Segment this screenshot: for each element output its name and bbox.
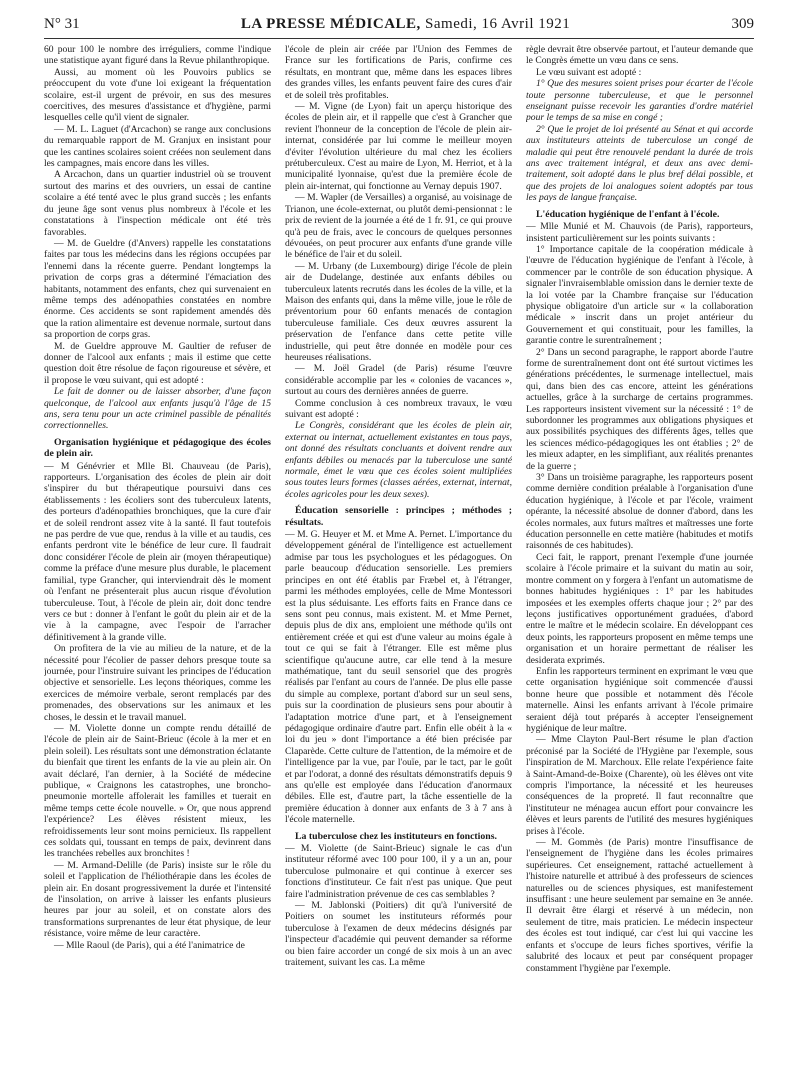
paragraph: 2° Dans un second paragraphe, le rapport aborde l'autre forme de surentraînement dont ont été surtout victimes les générations précédentes, le surmenage intellectuel, mais qui, dans bien des cas encore, atteint les générations actuelles, grâce à la surcharge de certains programmes. Les rapporteurs insistent vivement sur la nécessité : 1° de subordonner les programmes aux obligations physiques et aux possibilités psychiques des différents âges, telles que les sciences médico-pédagogiques les ont établies ; 2° de les mieux adapter, en les simplifiant, aux réalités prenantes de la guerre ; — [526, 346, 753, 472]
paragraph: — M. Vigne (de Lyon) fait un aperçu historique des écoles de plein air, et il rappelle que c'est à Grancher que revient l'honneur de la conception de l'école de plein air-internat, considérée par lui comme le meilleur moyen d'éviter l'évolution ultérieure du mal chez les écoliers prétuberculeux. C'est au maire de Lyon, M. Herriot, et à la municipalité lyonnaise, qu'est due la première école de plein air-internat, qui fonctionne au Vernay depuis 1907. — [285, 101, 512, 192]
paragraph: Comme conclusion à ces nombreux travaux, le vœu suivant est adopté : — [285, 397, 512, 420]
section-heading: Éducation sensorielle : principes ; méthodes ; résultats. — [285, 505, 512, 528]
paragraph: 3° Dans un troisième paragraphe, les rapporteurs posent comme dernière condition préalable à l'organisation d'une éducation hygiénique, à l'école et par l'école, vraiment opérante, la nécessité absolue de donner d'abord, dans les écoles normales, aux futurs maîtres et maîtresses une forte éducation personnelle en cette matière (habitudes et motifs raisonnés de ces habitudes). — [526, 472, 753, 552]
issue-date: Samedi, 16 Avril 1921 — [425, 16, 571, 32]
paragraph: A Arcachon, dans un quartier industriel où se trouvent surtout des marins et des ouvriers, un essai de cantine scolaire a été tenté avec le plus grand succès ; les enfants du jeune âge sont venus plus nombreux à l'école et les constatations à l'inspection médicale ont été très favorables. — [44, 169, 271, 238]
article-columns — [44, 44, 754, 1069]
paragraph: Ceci fait, le rapport, prenant l'exemple d'une journée scolaire à l'école primaire et la suivant du matin au soir, montre comment on y forgera à l'enfant un automatisme de bonnes habitudes hygiéniques : 1° par les habitudes imposées et les exemples offerts chaque jour ; 2° par des leçons justificatives opportunément graduées, d'abord entre le maître et le médecin scolaire. En développant ces deux points, les rapporteurs proposent en même temps une organisation et un horaire permettant de réaliser les desiderata exprimés. — [526, 551, 753, 666]
header-rule — [44, 38, 754, 39]
paragraph: — Mlle Munié et M. Chauvois (de Paris), rapporteurs, insistent particulièrement sur les points suivants : — [526, 221, 753, 244]
paragraph: — M. Wapler (de Versailles) a organisé, au voisinage de Trianon, une école-externat, ou plutôt demi-pensionnat : le prix de revient de la journée a été de 1 fr. 91, ce qui prouve qu'à peu de frais, avec le concours de quelques personnes dévouées, on peut procurer aux enfants d'une grande ville le bénéfice de l'air et du soleil. — [285, 192, 512, 261]
column-1 — [44, 44, 271, 1069]
paragraph: 60 pour 100 le nombre des irréguliers, comme l'indique une statistique ayant figuré dans la Revue philanthropique. — [44, 44, 271, 67]
paragraph: On profitera de la vie au milieu de la nature, et de la nécessité pour l'écolier de passer dehors presque toute sa journée, pour l'instruire suivant les principes de l'éducation objective et sensorielle. Les leçons théoriques, comme les exercices de mémoire verbale, seront remplacés par des promenades, des observations sur les animaux et les choses, le dessin et le travail manuel. — [44, 643, 271, 723]
paragraph: — Mlle Raoul (de Paris), qui a été l'animatrice de — [54, 939, 245, 951]
resolution-text: 1° Que des mesures soient prises pour écarter de l'école toute personne tuberculeuse, et que le personnel enseignant puisse recevoir les garanties d'ordre matériel pour le temps de sa mise en congé ; — [526, 78, 753, 124]
paragraph: — Mme Clayton Paul-Bert résume le plan d'action préconisé par la Société de l'Hygiène par l'exemple, sous l'inspiration de M. Marchoux. Elle relate l'expérience faite à Saint-Amand-de-Boixe (Charente), où les élèves ont vite compris l'importance, la nécessité et les heureuses conséquences de la propreté. Il faut reconnaître que l'instituteur ne ménagea aucun effort pour convaincre les élèves et leurs parents de l'utilité des mesures hygiéniques prises à l'école. — [526, 734, 753, 837]
page-header — [44, 16, 754, 36]
paragraph: — M. Gommès (de Paris) montre l'insuffisance de l'enseignement de l'hygiène dans les écoles primaires supérieures. Cet enseignement, rattaché actuellement à l'histoire naturelle et attribué à des professeurs de sciences naturelles ou de sciences physiques, est manifestement insuffisant : une heure seulement par semaine en 3e année. Il devrait être élargi et réservé à un médecin, non seulement de titre, mais praticien. Le médecin inspecteur des écoles est tout indiqué, car c'est lui qui vaccine les enfants et s'occupe de leurs fiches sportives, vérifie la salubrité des locaux et peut par conséquent propager constamment l'hygiène par l'exemple. — [526, 837, 753, 974]
column-3 — [526, 44, 753, 1069]
issue-number: N° 31 — [44, 16, 80, 32]
paragraph: — M. Violette (de Saint-Brieuc) signale le cas d'un instituteur réformé avec 100 pour 100, il y a un an, pour tuberculose pulmonaire et qui continue à exercer ses fonctions d'instituteur. Ce fait n'est pas unique. Que peut faire l'administration prévenue de ces cas semblables ? — [285, 843, 512, 900]
paragraph: — M. L. Laguet (d'Arcachon) se range aux conclusions du remarquable rapport de M. Granjux en insistant pour que les cantines scolaires soient créées non seulement dans les campagnes, mais encore dans les villes. — [44, 123, 271, 170]
paragraph: — M. G. Heuyer et M. et Mme A. Pernet. L'importance du développement général de l'intelligence est actuellement admise par tous les psychologues et les pédagogues. On parle beaucoup d'éducation sensorielle. Les premiers principes en ont été établis par Fræbel et, à l'étranger, parmi les méthodes employées, celle de Mme Montessori est la plus séduisante. Les efforts faits en France dans ce sens sont peu connus, mais existent. M. et Mme Pernet, depuis plus de dix ans, emploient une méthode qu'ils ont entièrement créée et qui est d'une valeur au moins égale à tout ce qui se fait à l'étranger. Elle est même plus scientifique qu'aucune autre, car elle tend à la mesure mathématique, tant du seuil sensoriel que des progrès réalisés par l'enfant au cours de l'année. De plus elle passe du simple au complexe, portant d'abord sur un seul sens, puis sur la coordination de plusieurs sens pour aboutir à l'adaptation motrice d'une part, et à l'enseignement pédagogique ordinaire d'autre part. Enfin elle obéit à la « loi du jeu » dont l'importance a été bien précisée par Claparède. Cette culture de l'attention, de la mémoire et de l'intelligence par la vue, par l'ouïe, par le tact, par le goût et par l'odorat, a donné des résultats démonstratifs depuis 9 ans qu'elle est employée dans l'éducation d'anormaux débiles. Elle est, d'autre part, la tâche essentielle de la première éducation à donner aux enfants de 3 à 7 ans à l'école maternelle. — [285, 529, 512, 826]
paragraph: 1° Importance capitale de la coopération médicale à l'œuvre de l'éducation hygiénique de l'enfant à l'école, à commencer par le contrôle de son éducation physique. A signaler l'invraisemblable omission dans le dernier texte de la loi votée par la Chambre française sur l'éducation physique obligatoire d'un article sur « la collaboration médicale » inscrit dans un projet antérieur du Gouvernement et qui constituait, pour les familles, la garantie contre le surentraînement ; — [526, 243, 753, 347]
page-number: 309 — [731, 16, 754, 32]
paragraph: — M Génévrier et Mlle Bl. Chauveau (de Paris), rapporteurs. L'organisation des écoles de plein air doit s'inspirer du but thérapeutique poursuivi dans ces établissements : les écoliers sont des tuberculeux latents, des porteurs d'adénopathies bronchiques, que la cure d'air et de soleil rendront assez vite à la santé. Il faut toutefois ne pas perdre de vue que, rendus à la ville et au taudis, ces enfants perdront vite le bénéfice de leur cure. Il faudrait donc considérer l'école de plein air (moyen thérapeutique) comme la préface d'une mesure plus durable, le placement familial, type Grancher, qui interviendrait dès le moment où l'enfant ne présenterait plus aucun risque d'évolution tuberculeuse. Tout, à l'école de plein air, doit donc tendre vers ce but : donner à l'enfant le goût du plein air et de la vie à la campagne, avec l'espoir de l'arracher définitivement à la grande ville. — [44, 460, 271, 643]
section-heading: L'éducation hygiénique de l'enfant à l'école. — [536, 208, 720, 220]
paragraph: l'école de plein air créée par l'Union des Femmes de France sur les fortifications de Paris, confirme ces résultats, en montrant que, même dans les espaces libres des grandes villes, les enfants peuvent faire des cures d'air et de soleil très profitables. — [285, 44, 512, 101]
resolution-text: Le Congrès, considérant que les écoles de plein air, externat ou internat, actuellement existantes en tous pays, ont donné des résultats concluants et doivent rendre aux enfants débiles ou menacés par la tuberculose une santé normale, émet le vœu que ces écoles soient multipliées sous toutes leurs formes (classes aérées, externat, internat, écoles agricoles pour les deux sexes). — [285, 420, 512, 500]
paragraph: Aussi, au moment où les Pouvoirs publics se préoccupent du vote d'une loi exigeant la fréquentation scolaire, est-il urgent de prévoir, en sus des mesures coercitives, des mesures d'assistance et d'hygiène, parmi lesquelles celle qu'il vient de signaler. — [44, 66, 271, 124]
paragraph: Le vœu suivant est adopté : — [536, 66, 642, 78]
resolution-text: 2° Que le projet de loi présenté au Sénat et qui accorde aux instituteurs atteints de tuberculose un congé de maladie qui peut être renouvelé pendant la durée de trois ans avec traitement intégral, et deux ans avec demi-traitement, soit adopté dans le plus bref délai possible, et que des projets de loi analogues soient adoptés par tous les pays de langue française. — [526, 123, 753, 204]
paragraph: — M. Violette donne un compte rendu détaillé de l'école de plein air de Saint-Brieuc (école à la mer et en plein soleil). Les résultats sont une démonstration éclatante du bienfait que tirent les enfants de la vie au plein air. On avait déclaré, l'an dernier, à la Société de médecine publique, « Craignons les catastrophes, une broncho-pneumonie mortelle affolerait les familles et tuerait en même temps cette école nouvelle. » Or, que nous apprend l'expérience? Les élèves résistent mieux, les refroidissements leur sont moins pernicieux. Ils rappellent ces soldats qui, toussant en temps de paix, devinrent dans les tranchées rebelles aux bronchites ! — [44, 722, 271, 860]
paragraph: — M. Urbany (de Luxembourg) dirige l'école de plein air de Dudelange, destinée aux enfants débiles ou tuberculeux latents recrutés dans les écoles de la ville, et la Maison des enfants qui, dans la même ville, joue le rôle de préventorium pour 60 enfants menacés de contagion tuberculeuse familiale. Ces deux œuvres assurent la préservation de l'enfance dans cette petite ville industrielle, qui peut être donnée en modèle pour ces heureuses réalisations. — [285, 260, 512, 363]
paragraph: — M. Armand-Delille (de Paris) insiste sur le rôle du soleil et l'application de l'héliothérapie dans les écoles de plein air. En dosant progressivement la durée et l'intensité de l'insolation, on arrive à laisser les enfants plusieurs heures par jour au soleil, et on constate alors des transformations surprenantes de leur état physique, de leur résistance, voire même de leur caractère. — [44, 859, 271, 940]
paragraph: — M. Jablonski (Poitiers) dit qu'à l'université de Poitiers on soumet les instituteurs réformés pour tuberculose à l'examen de deux médecins désignés par l'inspecteur d'académie qui peuvent demander sa réforme ou bien faire accorder un congé de six mois à un an avec traitement, suivant les cas. La même — [285, 900, 512, 969]
resolution-text: Le fait de donner ou de laisser absorber, d'une façon quelconque, de l'alcool aux enfants jusqu'à l'âge de 15 ans, sera tenu pour un acte criminel passible de pénalités correctionnelles. — [44, 386, 271, 432]
section-heading: Organisation hygiénique et pédagogique des écoles de plein air. — [44, 436, 271, 460]
paragraph: M. de Gueldre approuve M. Gaultier de refuser de donner de l'alcool aux enfants ; mais il estime que cette question doit être résolue de façon rigoureuse et sévère, et il propose le vœu suivant, qui est adopté : — [44, 340, 271, 386]
journal-title — [241, 16, 570, 33]
section-heading: La tuberculose chez les instituteurs en fonctions. — [295, 830, 498, 842]
paragraph: règle devrait être observée partout, et l'auteur demande que le Congrès émette un vœu dans ce sens. — [526, 44, 753, 67]
column-2 — [285, 44, 512, 1069]
paragraph: — M. Joël Gradel (de Paris) résume l'œuvre considérable accomplie par les « colonies de vacances », surtout au cours des dernières années de guerre. — [285, 363, 512, 398]
paragraph: — M. de Gueldre (d'Anvers) rappelle les constatations faites par tous les médecins dans les régions occupées par l'ennemi dans la récente guerre. Pendant longtemps la privation de corps gras a déterminé l'émaciation des habitants, notamment des enfants, chez qui survenaient en même temps des adénopathies constatées en nombre énorme. Ces accidents se sont rapidement amendés dès que la ration alimentaire est devenue normale, surtout dans sa proportion de corps gras. — [44, 237, 271, 341]
journal-name: LA PRESSE MÉDICALE, — [240, 16, 421, 32]
paragraph: Enfin les rapporteurs terminent en exprimant le vœu que cette organisation hygiénique soit commencée d'aussi bonne heure que possible et notamment dès l'école maternelle. Ainsi les enfants arrivant à l'école primaire seraient déjà tout préparés à accepter l'enseignement hygiénique de leur maître. — [526, 665, 753, 734]
